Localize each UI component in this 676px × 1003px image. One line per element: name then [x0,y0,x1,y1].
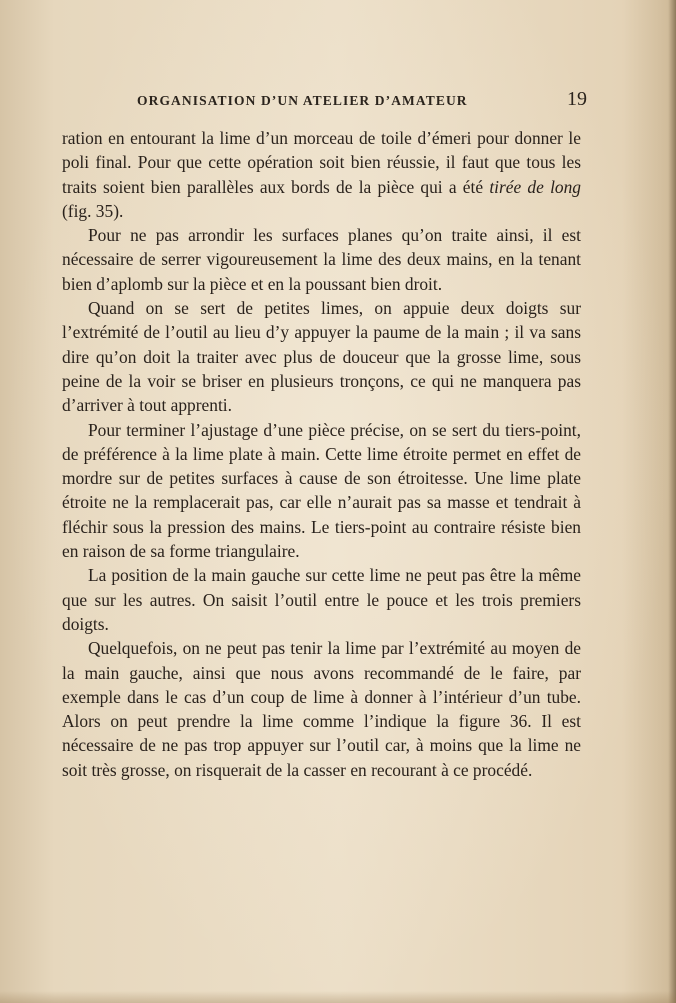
page-edge-shadow [668,0,676,1003]
paragraph-1-emphasis: tirée de long [489,176,581,197]
page-bottom-shadow [0,991,676,1003]
page-header [137,88,591,114]
paragraph-6: Quelquefois, on ne peut pas tenir la lime par l’extrémité au moyen de la main gauche, ainsi que nous avons recommandé de le faire, par exemple dans le cas d’un coup de lime à donner à l’intérieur d’un tube. Alors on peut prendre la lime comme l’indique la figure 36. Il est nécessaire de ne pas trop appuyer sur l’outil car, à moins que la lime ne soit très grosse, on risquerait de la casser en recourant à ce procédé. [62,638,581,780]
paragraph-5: La position de la main gauche sur cette lime ne peut pas être la même que sur les autres. On saisit l’outil entre le pouce et les trois premiers doigts. [62,565,581,634]
paragraph-2: Pour ne pas arrondir les surfaces planes qu’on traite ainsi, il est nécessaire de serrer vigoureusement la lime des deux mains, en la tenant bien d’aplomb sur la pièce et en la poussant bien droit. [62,225,581,294]
paragraph-1-end: (fig. 35). [62,200,124,221]
body-text [62,126,581,782]
paragraph-1-text: ration en entourant la lime d’un morceau de toile d’émeri pour donner le poli final. Pour que cette opération soit bien réussie, il faut que tous les traits soient bien parallèles aux bords de la pièce qui a été [62,128,581,197]
paragraph-3: Quand on se sert de petites limes, on appuie deux doigts sur l’extrémité de l’outil au lieu d’y appuyer la paume de la main ; il va sans dire qu’on doit la traiter avec plus de douceur que la grosse lime, sous peine de la voir se briser en plusieurs tronçons, ce qui ne manquera pas d’arriver à tout apprenti. [62,298,581,416]
paragraph-1 [62,126,581,223]
page-number: 19 [567,88,587,110]
running-head: ORGANISATION D’UN ATELIER D’AMATEUR [137,93,468,108]
paragraph-4: Pour terminer l’ajustage d’une pièce précise, on se sert du tiers-point, de préférence à la lime plate à main. Cette lime étroite permet en effet de mordre sur de petites surfaces à cause de son étroitesse. Une lime plate étroite ne la remplacerait pas, car elle n’aurait pas sa masse et tendrait à fléchir sous la pression des mains. Le tiers-point au contraire résiste bien en raison de sa forme triangulaire. [62,419,581,562]
